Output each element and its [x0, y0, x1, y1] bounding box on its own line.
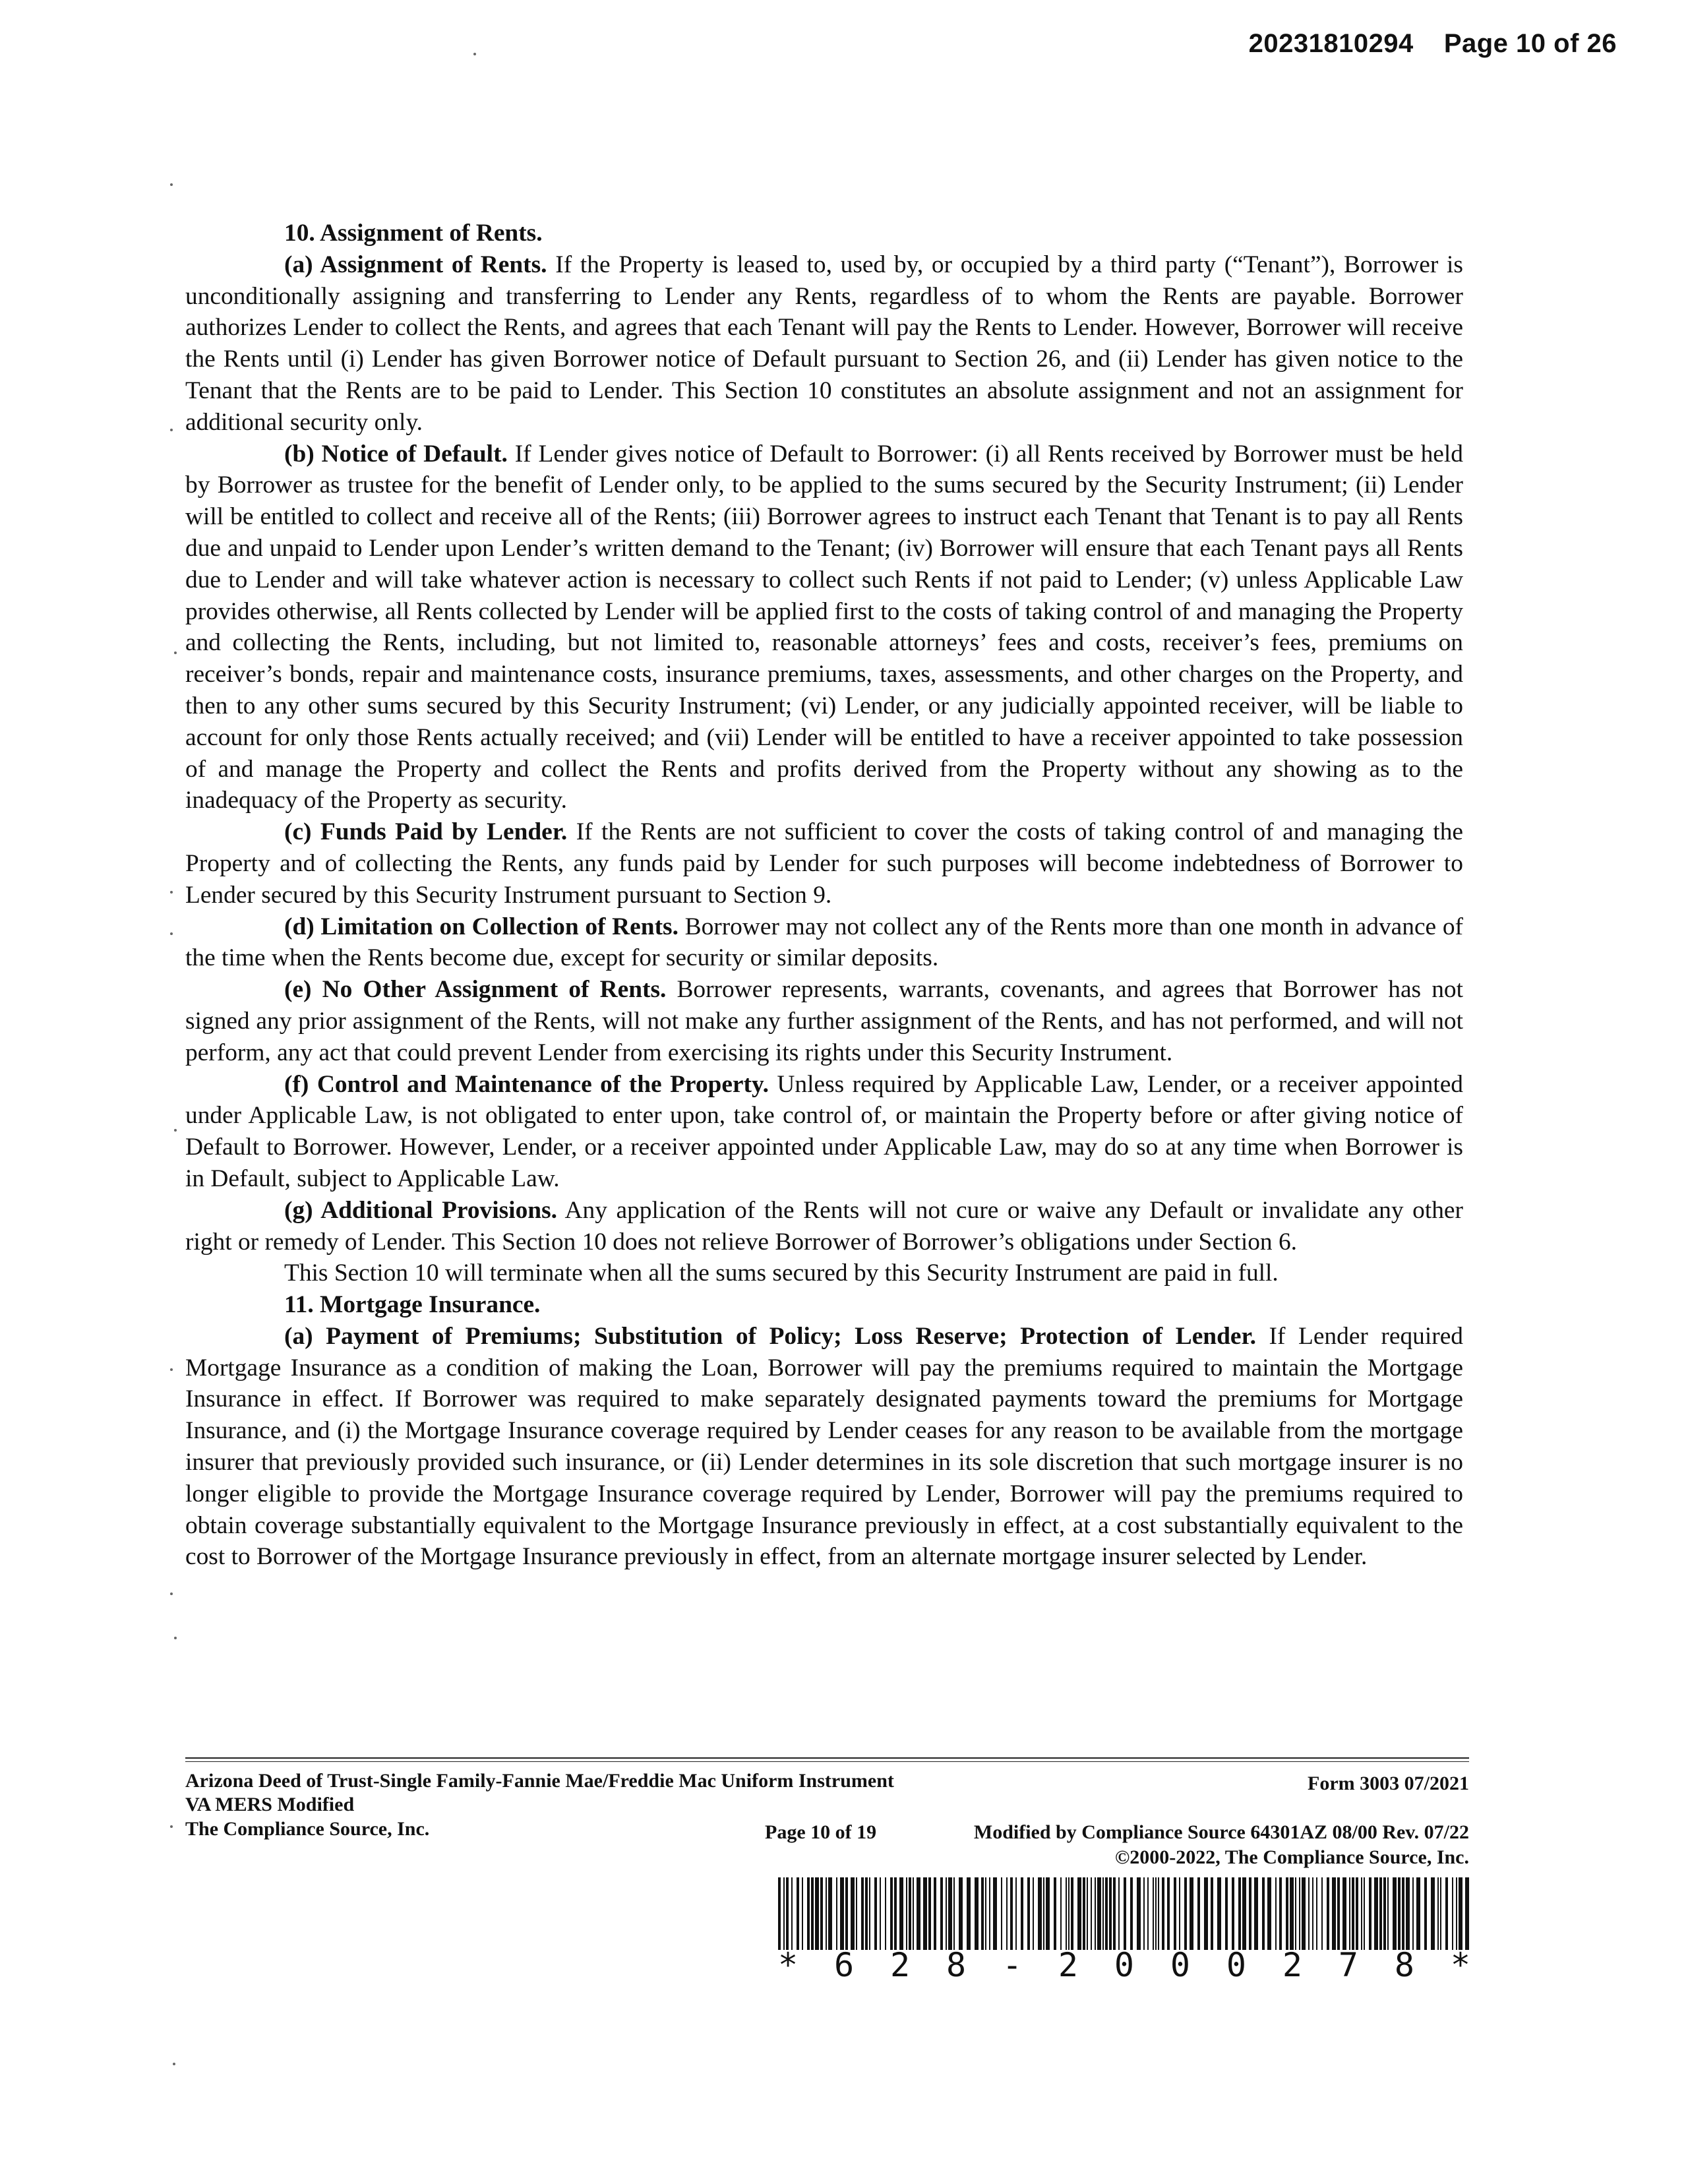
- barcode-bar: [885, 1877, 886, 1950]
- barcode-bar: [1302, 1877, 1306, 1950]
- barcode-char: 2: [889, 1946, 911, 1984]
- barcode-bar: [1184, 1877, 1187, 1950]
- barcode-bar: [959, 1877, 963, 1950]
- section-10-termination: This Section 10 will terminate when all the sums secured by this Security Instrument are paid in full.: [284, 1259, 1279, 1287]
- recording-page-label: Page 10 of 26: [1443, 29, 1617, 58]
- barcode-bar: [1321, 1877, 1323, 1950]
- barcode-bar: [1374, 1877, 1378, 1950]
- barcode-bar: [1158, 1877, 1159, 1950]
- barcode-bar: [993, 1877, 997, 1950]
- barcode-bar: [820, 1877, 823, 1950]
- barcode-bar: [1015, 1877, 1017, 1950]
- barcode-bar: [1445, 1877, 1448, 1950]
- barcode-bar: [797, 1877, 799, 1950]
- barcode-bar: [894, 1877, 897, 1950]
- barcode-bar: [1068, 1877, 1070, 1950]
- barcode-bar: [1095, 1877, 1096, 1950]
- barcode-bar: [1456, 1877, 1457, 1950]
- paragraph-10a-label: (a) Assignment of Rents.: [284, 251, 547, 278]
- barcode-bar: [865, 1877, 868, 1950]
- barcode-bar: [1204, 1877, 1208, 1950]
- paragraph-10g: [185, 1195, 1463, 1258]
- barcode-bar: [1066, 1877, 1067, 1950]
- barcode-bar: [967, 1877, 971, 1950]
- barcode-bar: [811, 1877, 814, 1950]
- barcode-bar: [913, 1877, 914, 1950]
- paragraph-11a-text: If Lender required Mortgage Insurance as a condition of making the Loan, Borrower will pay the premiums required to maintain the Mortgage Insurance in effect. If Borrower was required to make separately designated payments toward the premiums for Mortgage Insurance, and (i) the Mortgage Insurance coverage required by Lender ceases for any reason to be available from the mortgage insurer that previously provided such insurance, or (ii) Lender determines in its sole discretion that such mortgage insurer is no longer eligible to provide the Mortgage Insurance coverage required by Lender, Borrower will pay the premiums required to obtain coverage substantially equivalent to the Mortgage Insurance previously in effect, at a cost substantially equivalent to the cost to Borrower of the Mortgage Insurance previously in effect, from an alternate mortgage insurer selected by Lender.: [185, 1322, 1463, 1571]
- barcode-bar: [836, 1877, 837, 1950]
- barcode-bar: [1010, 1877, 1013, 1950]
- barcode-bar: [1379, 1877, 1382, 1950]
- barcode-bar: [985, 1877, 986, 1950]
- paragraph-10f-text: Unless required by Applicable Law, Lender, or a receiver appointed under Applicable Law, is not obligated to enter upon, take control of, or maintain the Property before or after giving notice of Default to Borrower. However, Lender, or a receiver appointed under Applicable Law, may do so at any time when Borrower is in Default, subject to Applicable Law.: [185, 1070, 1463, 1192]
- barcode-bar: [1130, 1877, 1133, 1950]
- barcode-bar: [802, 1877, 803, 1950]
- footer-copyright: ©2000-2022, The Compliance Source, Inc.: [1114, 1846, 1469, 1868]
- barcode-bar: [953, 1877, 955, 1950]
- barcode-bar: [1356, 1877, 1358, 1950]
- barcode-bar: [1279, 1877, 1282, 1950]
- barcode-bar: [1238, 1877, 1241, 1950]
- barcode-bar: [1021, 1877, 1023, 1950]
- document-body: [185, 218, 1463, 1573]
- barcode: [778, 1877, 1470, 1950]
- barcode-bar: [1267, 1877, 1271, 1950]
- paragraph-11a: [185, 1321, 1463, 1573]
- barcode-bar: [1083, 1877, 1085, 1950]
- scan-speck: [170, 932, 173, 935]
- barcode-bar: [1001, 1877, 1002, 1950]
- barcode-bar: [1242, 1877, 1246, 1950]
- barcode-char: -: [1002, 1946, 1023, 1984]
- footer-rule-thin: [185, 1761, 1469, 1762]
- barcode-bar: [856, 1877, 857, 1950]
- barcode-bar: [1225, 1877, 1228, 1950]
- barcode-bar: [1137, 1877, 1141, 1950]
- barcode-bar: [815, 1877, 819, 1950]
- paragraph-10g-label: (g) Additional Provisions.: [284, 1196, 557, 1224]
- barcode-bar: [981, 1877, 984, 1950]
- barcode-bar: [1113, 1877, 1116, 1950]
- barcode-bar: [899, 1877, 903, 1950]
- footer-rule: [185, 1757, 1469, 1759]
- barcode-bar: [1316, 1877, 1317, 1950]
- barcode-bar: [1416, 1877, 1420, 1950]
- barcode-bar: [1091, 1877, 1092, 1950]
- barcode-char: 8: [946, 1946, 967, 1984]
- barcode-bar: [1364, 1877, 1365, 1950]
- barcode-bar: [975, 1877, 979, 1950]
- barcode-char: 2: [1058, 1946, 1079, 1984]
- scan-speck: [170, 429, 173, 431]
- barcode-bar: [1217, 1877, 1221, 1950]
- barcode-bar: [946, 1877, 947, 1950]
- barcode-bar: [1295, 1877, 1296, 1950]
- barcode-bar: [1167, 1877, 1170, 1950]
- barcode-bar: [1054, 1877, 1056, 1950]
- barcode-bar: [840, 1877, 844, 1950]
- barcode-bar: [1398, 1877, 1401, 1950]
- barcode-bar: [1349, 1877, 1350, 1950]
- paragraph-10b: [185, 439, 1463, 817]
- recording-header: [1249, 29, 1617, 59]
- footer-page: Page 10 of 19: [765, 1821, 877, 1843]
- barcode-bar: [1190, 1877, 1193, 1950]
- paragraph-10g-text: Any application of the Rents will not cure or waive any Default or invalidate any other right or remedy of Lender. This Section 10 does not relieve Borrower of Borrower’s obligations under Section 6.: [185, 1196, 1463, 1256]
- barcode-bar: [869, 1877, 870, 1950]
- scan-speck: [174, 1637, 177, 1639]
- paragraph-10f-label: (f) Control and Maintenance of the Property.: [284, 1070, 769, 1098]
- barcode-bar: [1043, 1877, 1044, 1950]
- barcode-bar: [1308, 1877, 1310, 1950]
- barcode-bar: [1197, 1877, 1200, 1950]
- barcode-char: 7: [1338, 1946, 1358, 1984]
- paragraph-10e-text: Borrower represents, warrants, covenants, and agrees that Borrower has not signed any prior assignment of the Rents, will not make any further assignment of the Rents, and has not performed, and will not perform, any act that could prevent Lender from exercising its rights under this Security Instrument.: [185, 976, 1463, 1066]
- paragraph-10e-label: (e) No Other Assignment of Rents.: [284, 976, 667, 1004]
- paragraph-10c-text: If the Rents are not sufficient to cover the costs of taking control of and managing the Property and of collecting the Rents, any funds paid by Lender for such purposes will become indebtedness of Borrower to Lender secured by this Security Instrument pursuant to Section 9.: [185, 818, 1463, 909]
- barcode-bar: [1033, 1877, 1034, 1950]
- barcode-bar: [1387, 1877, 1389, 1950]
- paragraph-10c: [185, 816, 1463, 911]
- barcode-bar: [845, 1877, 848, 1950]
- barcode-bar: [1211, 1877, 1213, 1950]
- barcode-bar: [1232, 1877, 1234, 1950]
- paragraph-10a-text: If the Property is leased to, used by, or occupied by a third party (“Tenant”), Borrower is unconditionally assigning and transferring to Lender any Rents, regardless of to whom the Rents are payable. Borrower authorizes Lender to collect the Rents, and agrees that each Tenant will pay the Rents to Lender. However, Borrower will receive the Rents until (i) Lender has given Borrower notice of Default pursuant to Section 26, and (ii) Lender has given notice to the Tenant that the Rents are to be paid to Lender. This Section 10 constitutes an absolute assignment and not an assignment for additional security only.: [185, 251, 1463, 436]
- scan-speck: [170, 183, 173, 186]
- barcode-char: 0: [1226, 1946, 1246, 1984]
- barcode-bar: [1162, 1877, 1164, 1950]
- barcode-bar: [1402, 1877, 1404, 1950]
- barcode-bar: [1077, 1877, 1081, 1950]
- section-10-title: 10. Assignment of Rents.: [284, 220, 543, 247]
- scan-speck: [174, 652, 177, 654]
- paragraph-10d-text: Borrower may not collect any of the Rents more than one month in advance of the time when the Rents become due, except for security or similar deposits.: [185, 913, 1463, 972]
- barcode-bar: [783, 1877, 785, 1950]
- barcode-bar: [1038, 1877, 1042, 1950]
- barcode-bar: [778, 1877, 781, 1950]
- barcode-bar: [1332, 1877, 1336, 1950]
- barcode-bar: [890, 1877, 893, 1950]
- barcode-bar: [1393, 1877, 1397, 1950]
- barcode-bar: [1262, 1877, 1265, 1950]
- section-11-title: 11. Mortgage Insurance.: [284, 1291, 541, 1319]
- barcode-bar: [989, 1877, 990, 1950]
- paragraph-10b-text: If Lender gives notice of Default to Borrower: (i) all Rents received by Borrower must be held by Borrower as trustee for the benefit of Lender only, to be applied to the sums secured by the Security Instrument; (ii) Lender will be entitled to collect and receive all of the Rents; (iii) Borrower agrees to instruct each Tenant that Tenant is to pay all Rents due and unpaid to Lender upon Lender’s written demand to the Tenant; (iv) Borrower will ensure that each Tenant pays all Rents due to Lender and will take whatever action is necessary to collect such Rents if not paid to Lender; (v) unless Applicable Law provides otherwise, all Rents collected by Lender will be applied first to the costs of taking control of and managing the Property and collecting the Rents, including, but not limited to, reasonable attorneys’ fees and costs, receiver’s fees, premiums on receiver’s bonds, repair and maintenance costs, insurance premiums, taxes, assessments, and other charges on the Property, and then to any other sums secured by this Security Instrument; (vi) Lender, or any judicially appointed receiver, will be liable to account for only those Rents actually received; and (vii) Lender will be entitled to have a receiver appointed to take possession of and manage the Property and collect the Rents and profits derived from the Property without any showing as to the inadequacy of the Property as security.: [185, 440, 1463, 814]
- barcode-char: 0: [1170, 1946, 1190, 1984]
- barcode-bar: [1143, 1877, 1145, 1950]
- barcode-bar: [1153, 1877, 1154, 1950]
- paragraph-10d-label: (d) Limitation on Collection of Rents.: [284, 913, 678, 940]
- paragraph-10e: [185, 974, 1463, 1068]
- barcode-char: *: [1450, 1946, 1470, 1984]
- barcode-bar: [1109, 1877, 1112, 1950]
- barcode-char: *: [778, 1946, 799, 1984]
- footer-title: Arizona Deed of Trust-Single Family-Fannie Mae/Freddie Mac Uniform Instrument: [185, 1770, 894, 1792]
- barcode-bar: [1254, 1877, 1258, 1950]
- barcode-bar: [1352, 1877, 1354, 1950]
- paragraph-10b-label: (b) Notice of Default.: [284, 440, 508, 468]
- scan-speck: [170, 891, 173, 894]
- barcode-bar: [1046, 1877, 1050, 1950]
- barcode-bar: [1299, 1877, 1300, 1950]
- barcode-bar: [807, 1877, 810, 1950]
- barcode-bar: [1275, 1877, 1277, 1950]
- barcode-char: 8: [1394, 1946, 1414, 1984]
- document-number: 20231810294: [1248, 29, 1414, 58]
- barcode-bar: [1312, 1877, 1313, 1950]
- barcode-bar: [1383, 1877, 1386, 1950]
- barcode-bar: [1102, 1877, 1104, 1950]
- barcode-bar: [1337, 1877, 1340, 1950]
- scan-speck: [174, 1129, 177, 1132]
- barcode-bar: [1118, 1877, 1120, 1950]
- barcode-bar: [917, 1877, 920, 1950]
- barcode-bar: [1465, 1877, 1469, 1950]
- scan-speck: [170, 1368, 173, 1371]
- barcode-bar: [1286, 1877, 1288, 1950]
- barcode-bar: [1412, 1877, 1414, 1950]
- barcode-bar: [1452, 1877, 1453, 1950]
- barcode-bar: [948, 1877, 952, 1950]
- barcode-bar: [851, 1877, 855, 1950]
- barcode-bar: [1424, 1877, 1427, 1950]
- barcode-bar: [1097, 1877, 1101, 1950]
- barcode-text: [778, 1947, 1470, 1984]
- barcode-bar: [1459, 1877, 1462, 1950]
- barcode-bar: [1027, 1877, 1030, 1950]
- scan-speck: [170, 1825, 173, 1828]
- barcode-bar: [786, 1877, 789, 1950]
- paragraph-10d: [185, 911, 1463, 975]
- barcode-bar: [1249, 1877, 1251, 1950]
- barcode-bar: [934, 1877, 936, 1950]
- barcode-bar: [791, 1877, 793, 1950]
- barcode-bar: [1440, 1877, 1441, 1950]
- barcode-bar: [1155, 1877, 1157, 1950]
- footer-company: The Compliance Source, Inc.: [185, 1818, 430, 1840]
- barcode-bar: [1290, 1877, 1294, 1950]
- scan-speck: [170, 1592, 173, 1595]
- barcode-char: 2: [1282, 1946, 1302, 1984]
- paragraph-10c-label: (c) Funds Paid by Lender.: [284, 818, 568, 846]
- barcode-bar: [1342, 1877, 1346, 1950]
- barcode-bar: [906, 1877, 907, 1950]
- barcode-bar: [928, 1877, 931, 1950]
- barcode-bar: [828, 1877, 832, 1950]
- barcode-bar: [1179, 1877, 1180, 1950]
- barcode-bar: [909, 1877, 911, 1950]
- footer-modified-by: Modified by Compliance Source 64301AZ 08/00 Rev. 07/22: [973, 1821, 1469, 1843]
- barcode-char: 6: [833, 1946, 855, 1984]
- barcode-bar: [1361, 1877, 1362, 1950]
- barcode-bar: [1437, 1877, 1439, 1950]
- barcode-bar: [1431, 1877, 1435, 1950]
- scan-speck: [173, 2063, 175, 2065]
- barcode-bar: [880, 1877, 881, 1950]
- barcode-bar: [826, 1877, 827, 1950]
- paragraph-11a-label: (a) Payment of Premiums; Substitution of Policy; Loss Reserve; Protection of Lender.: [284, 1322, 1256, 1350]
- barcode-bar: [1369, 1877, 1372, 1950]
- barcode-bar: [1174, 1877, 1176, 1950]
- barcode-bar: [1071, 1877, 1073, 1950]
- paragraph-10f: [185, 1069, 1463, 1195]
- barcode-bar: [1060, 1877, 1062, 1950]
- barcode-bar: [1147, 1877, 1149, 1950]
- barcode-bar: [1406, 1877, 1410, 1950]
- scan-speck: [473, 53, 476, 55]
- barcode-bar: [1327, 1877, 1329, 1950]
- barcode-bar: [1006, 1877, 1008, 1950]
- footer-modified: VA MERS Modified: [185, 1794, 355, 1815]
- barcode-bar: [1087, 1877, 1088, 1950]
- barcode-bar: [861, 1877, 864, 1950]
- paragraph-10a: [185, 249, 1463, 439]
- barcode-bar: [874, 1877, 877, 1950]
- footer-form: Form 3003 07/2021: [1308, 1773, 1469, 1794]
- barcode-char: 0: [1114, 1946, 1135, 1984]
- barcode-bar: [1105, 1877, 1108, 1950]
- barcode-bar: [923, 1877, 927, 1950]
- barcode-bar: [940, 1877, 943, 1950]
- barcode-bar: [1124, 1877, 1126, 1950]
